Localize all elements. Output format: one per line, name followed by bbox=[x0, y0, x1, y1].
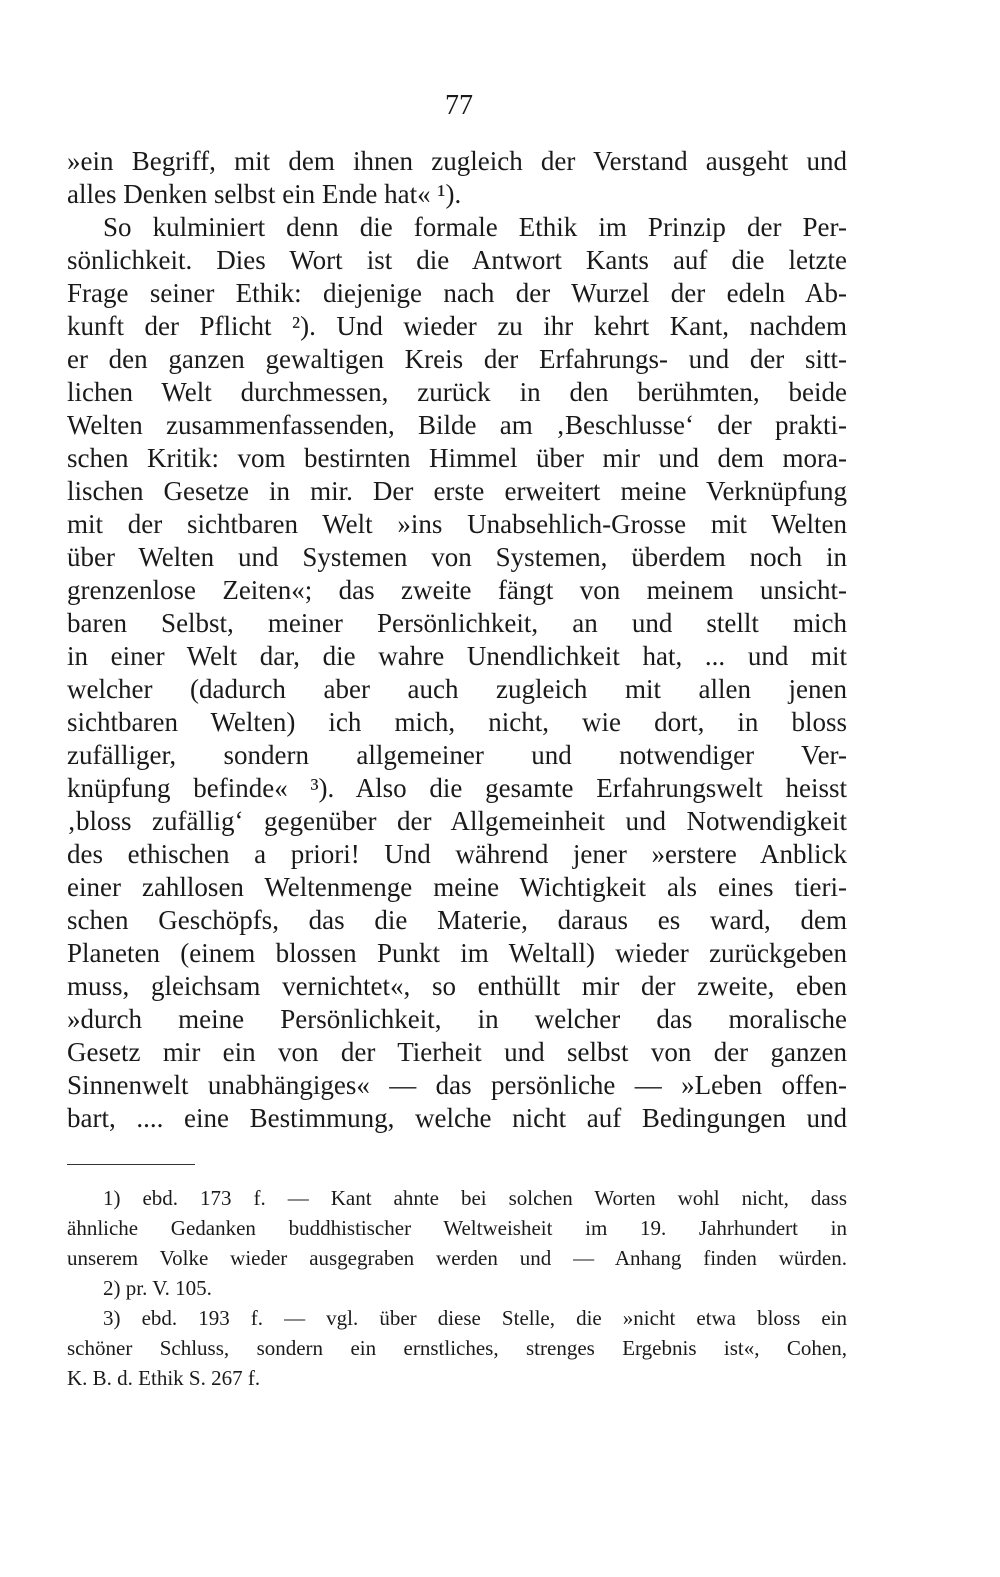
text-line: muss, gleichsam vernichtet«, so enthüllt mir der zweite, eben bbox=[67, 971, 847, 1001]
text-line: Sinnenwelt unabhängiges« — das persönliche — »Leben offen- bbox=[67, 1070, 847, 1100]
text-line: Frage seiner Ethik: diejenige nach der Wurzel der edeln Ab- bbox=[67, 278, 847, 308]
text-line: über Welten und Systemen von Systemen, überdem noch in bbox=[67, 542, 847, 572]
text-line: in einer Welt dar, die wahre Unendlichkeit hat, ... und mit bbox=[67, 641, 847, 671]
text-line: bart, .... eine Bestimmung, welche nicht auf Bedingungen und bbox=[67, 1103, 847, 1133]
text-line: baren Selbst, meiner Persönlichkeit, an und stellt mich bbox=[67, 608, 847, 638]
text-line: alles Denken selbst ein Ende hat« ¹). bbox=[67, 179, 462, 209]
footnote-line: ähnliche Gedanken buddhistischer Weltweisheit im 19. Jahrhundert in bbox=[67, 1216, 847, 1240]
footnote-line: schöner Schluss, sondern ein ernstliches, strenges Ergebnis ist«, Cohen, bbox=[67, 1336, 847, 1360]
text-line: lischen Gesetze in mir. Der erste erweitert meine Verknüpfung bbox=[67, 476, 847, 506]
text-line: ‚bloss zufällig‘ gegenüber der Allgemeinheit und Notwendigkeit bbox=[67, 806, 847, 836]
text-line: knüpfung befinde« ³). Also die gesamte Erfahrungswelt heisst bbox=[67, 773, 847, 803]
text-line: »ein Begriff, mit dem ihnen zugleich der Verstand ausgeht und bbox=[67, 146, 847, 176]
text-line: schen Kritik: vom bestirnten Himmel über mir und dem mora- bbox=[67, 443, 847, 473]
text-line: des ethischen a priori! Und während jener »erstere Anblick bbox=[67, 839, 847, 869]
text-line: Welten zusammenfassenden, Bilde am ‚Beschlusse‘ der prakti- bbox=[67, 410, 847, 440]
footnote-divider bbox=[67, 1164, 195, 1165]
text-line: zufälliger, sondern allgemeiner und notwendiger Ver- bbox=[67, 740, 847, 770]
text-line: Planeten (einem blossen Punkt im Weltall) wieder zurückgeben bbox=[67, 938, 847, 968]
text-line: sichtbaren Welten) ich mich, nicht, wie dort, in bloss bbox=[67, 707, 847, 737]
text-line: einer zahllosen Weltenmenge meine Wichtigkeit als eines tieri- bbox=[67, 872, 847, 902]
text-line: »durch meine Persönlichkeit, in welcher das moralische bbox=[67, 1004, 847, 1034]
text-line: kunft der Pflicht ²). Und wieder zu ihr kehrt Kant, nachdem bbox=[67, 311, 847, 341]
text-line: mit der sichtbaren Welt »ins Unabsehlich-Grosse mit Welten bbox=[67, 509, 847, 539]
text-line: grenzenlose Zeiten«; das zweite fängt von meinem unsicht- bbox=[67, 575, 847, 605]
body-text bbox=[67, 145, 847, 1135]
text-line: So kulminiert denn die formale Ethik im Prinzip der Per- bbox=[103, 212, 847, 242]
footnote-line: 3) ebd. 193 f. — vgl. über diese Stelle, die »nicht etwa bloss ein bbox=[103, 1306, 847, 1330]
footnote-line: K. B. d. Ethik S. 267 f. bbox=[67, 1366, 261, 1390]
footnotes bbox=[67, 1183, 847, 1393]
text-line: er den ganzen gewaltigen Kreis der Erfahrungs- und der sitt- bbox=[67, 344, 847, 374]
footnote-line: 1) ebd. 173 f. — Kant ahnte bei solchen Worten wohl nicht, dass bbox=[103, 1186, 847, 1210]
footnote-line: 2) pr. V. 105. bbox=[103, 1276, 212, 1300]
text-line: welcher (dadurch aber auch zugleich mit allen jenen bbox=[67, 674, 847, 704]
text-line: lichen Welt durchmessen, zurück in den berühmten, beide bbox=[67, 377, 847, 407]
text-line: Gesetz mir ein von der Tierheit und selbst von der ganzen bbox=[67, 1037, 847, 1067]
footnote-line: unserem Volke wieder ausgegraben werden und — Anhang finden würden. bbox=[67, 1246, 847, 1270]
text-line: sönlichkeit. Dies Wort ist die Antwort Kants auf die letzte bbox=[67, 245, 847, 275]
text-line: schen Geschöpfs, das die Materie, daraus es ward, dem bbox=[67, 905, 847, 935]
page-number: 77 bbox=[445, 90, 473, 121]
